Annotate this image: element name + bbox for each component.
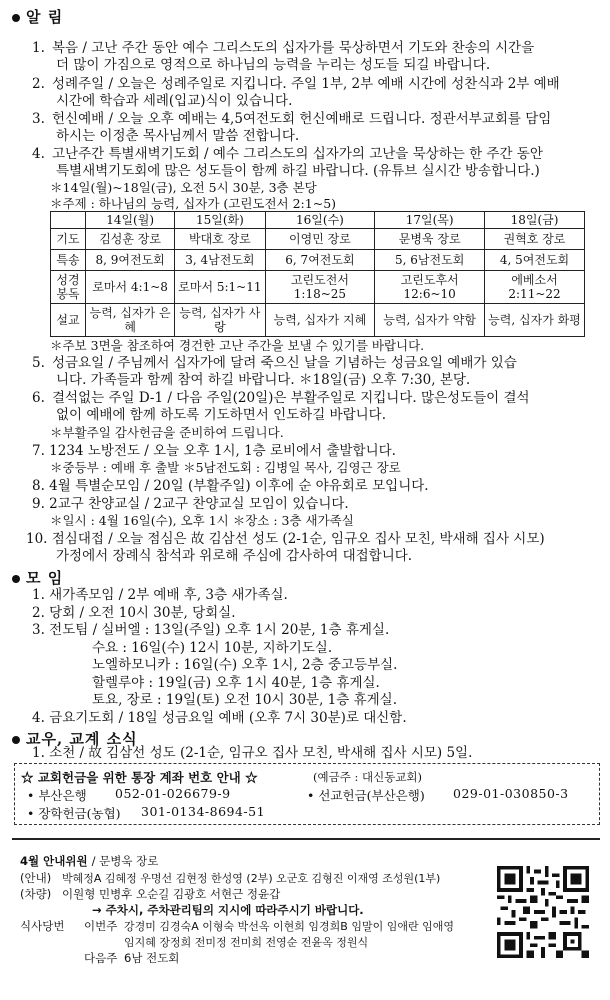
notice-item-4-cont: 특별새벽기도회에 많은 성도들이 함께 하길 바랍니다. (유튜브 실시간 방송합니다.) xyxy=(56,163,540,179)
notice-item-2: 2. 성례주일 / 오늘은 성례주일로 지킵니다. 주일 1부, 2부 예배 시간에 성찬식과 2부 예배 xyxy=(32,76,560,92)
meal-names-1: 강경미 김경숙A 이형숙 박선옥 이현희 임경희B 임말이 임애란 임애영 xyxy=(124,920,454,933)
day-header: 14일(월) xyxy=(86,212,175,229)
meeting-subitem: 노엘하모니카 : 16일(수) 오후 1시, 2층 중고등부실. xyxy=(92,657,398,673)
notice-item-6: 6. 결석없는 주일 D-1 / 다음 주일(20일)은 부활주일로 지킵니다. 많은성도들이 결석 xyxy=(32,390,530,406)
notice-item-5-cont: 니다. 가족들과 함께 참여 하길 바랍니다. ＊18일(금) 오후 7:30, 본당. xyxy=(56,372,471,388)
bank-holder: (예금주 : 대신동교회) xyxy=(313,770,423,784)
notice-item-1-cont: 더 많이 가짐으로 영적으로 하나님의 능력을 누리는 성도들 되길 바랍니다. xyxy=(56,57,491,73)
bank-mission-number: 029-01-030850-3 xyxy=(453,786,569,801)
bank-busan-number: 052-01-026679-9 xyxy=(115,786,231,801)
meeting-item: 3. 전도팀 / 실버엘 : 13일(주일) 오후 1시 20분, 1층 휴게실. xyxy=(32,622,390,638)
day-header: 17일(목) xyxy=(375,212,485,229)
bank-scholar-label: • 장학헌금(농협) xyxy=(27,806,121,821)
day-header: 18일(금) xyxy=(485,212,585,229)
notice-item-10-cont: 가정에서 장례식 참석과 위로해 주심에 감사하여 대접합니다. xyxy=(56,548,413,564)
parking-names: 이원형 민병후 오순길 김광호 서현근 정윤갑 xyxy=(62,887,281,901)
meal-names-2: 임지혜 장정희 전미정 전미희 전영순 전윤옥 정원식 xyxy=(124,936,369,949)
notice-item-10: 10. 점심대접 / 오늘 점심은 故 김삼선 성도 (2-1순, 임규오 집사 모친, 박새해 집사 시모) xyxy=(26,531,545,547)
notice-item-9: 9. 2교구 찬양교실 / 2교구 찬양교실 모임이 있습니다. xyxy=(32,496,349,512)
meeting-subitem: 수요 : 16일(수) 12시 10분, 지하기도실. xyxy=(92,640,333,656)
notice-item-1: 1. 복음 / 고난 주간 동안 예수 그리스도의 십자가를 묵상하면서 기도와 찬송의 시간을 xyxy=(32,40,535,56)
meetings-heading: 모 임 xyxy=(12,567,63,588)
notice-item-5: 5. 성금요일 / 주님께서 십자가에 달려 죽으신 날을 기념하는 성금요일 예배가 있습 xyxy=(32,355,517,371)
table-row: 특송 8, 9여전도회 3, 4남전도회 6, 7여전도회 5, 6남전도회 4, 5여전도회 xyxy=(51,250,585,271)
qr-code-icon[interactable] xyxy=(497,866,589,958)
table-row: 성경봉독 로마서 4:1~8 로마서 5:1~11 고린도전서 1:18~25 고린도후서 12:6~10 에베소서 2:11~22 xyxy=(51,271,585,304)
notice-item-7: 7. 1234 노방전도 / 오늘 오후 1시, 1층 로비에서 출발합니다. xyxy=(32,443,396,459)
notice-item-4: 4. 고난주간 특별새벽기도회 / 예수 그리스도의 십자가의 고난을 묵상하는 한 주간 동안 xyxy=(32,146,543,162)
bullet-icon xyxy=(12,575,20,583)
notice-item-7-sub: ＊중등부 : 예배 후 출발 ＊5남전도회 : 김병일 목사, 김영근 장로 xyxy=(50,460,401,475)
meal-next-label: 다음주 xyxy=(84,951,118,965)
notice-item-6-cont: 없이 예배에 함께 하도록 기도하면서 인도하길 바랍니다. xyxy=(56,407,386,423)
footer-divider xyxy=(12,838,600,840)
guide-label: (안내) xyxy=(20,871,52,885)
bullet-icon xyxy=(12,736,20,744)
bank-title: ☆ 교회헌금을 위한 통장 계좌 번호 안내 ☆ xyxy=(21,770,258,785)
easter-note: ＊부활주일 감사헌금을 준비하여 드립니다. xyxy=(50,425,284,440)
guide-title: 4월 안내위원 / 문병욱 장로 xyxy=(20,854,159,868)
meal-this-label: 이번주 xyxy=(84,919,118,933)
day-header: 16일(수) xyxy=(265,212,375,229)
notice-item-3-cont: 하시는 이정춘 목사님께서 말씀 전합니다. xyxy=(56,128,300,144)
notice-item-8: 8. 4월 특별순모임 / 20일 (부활주일) 이후에 순 야유회로 모입니다. xyxy=(32,478,429,494)
meeting-subitem: 할렐루야 : 19일(금) 오후 1시 40분, 1층 휴게실. xyxy=(92,675,380,691)
meeting-item: 4. 금요기도회 / 18일 성금요일 예배 (오후 7시 30분)로 대신함. xyxy=(32,710,407,726)
notice-item-2-cont: 시간에 학습과 세례(입교)식이 있습니다. xyxy=(56,93,293,109)
bullet-icon xyxy=(12,14,20,22)
schedule-note: ＊주보 3면을 참조하여 경건한 고난 주간을 보낼 수 있기를 바랍니다. xyxy=(50,338,425,353)
parking-note: → 주차시, 주차관리팀의 지시에 따라주시기 바랍니다. xyxy=(92,903,364,917)
guide-names: 박혜정A 김혜정 우명선 김현정 한성영 (2부) 오군호 김형진 이재영 조성원(1부) xyxy=(62,872,441,885)
parking-label: (차량) xyxy=(20,887,52,901)
bank-account-box xyxy=(14,763,600,825)
prayer-schedule-table xyxy=(50,211,585,337)
bank-mission-label: • 선교헌금(부산은행) xyxy=(307,788,425,803)
meeting-subitem: 토요, 장로 : 19일(토) 오전 10시 30분, 1층 휴게실. xyxy=(92,692,397,708)
meal-label: 식사당번 xyxy=(20,919,65,933)
bank-busan-label: • 부산은행 xyxy=(27,788,87,803)
notices-heading: 알 림 xyxy=(12,6,63,27)
meal-next: 6남 전도회 xyxy=(124,951,180,965)
fellowship-item: 1. 소천 / 故 김삼선 성도 (2-1순, 임규오 집사 모친, 박새해 집사 시모) 5일. xyxy=(32,745,473,761)
fellowship-heading: 교우, 교계 소식 xyxy=(12,728,138,749)
table-row: 기도 김성훈 장로 박대호 장로 이영민 장로 문병욱 장로 권혁호 장로 xyxy=(51,229,585,250)
notice-item-9-sub: ＊일시 : 4월 16일(수), 오후 1시 ＊장소 : 3층 새가족실 xyxy=(50,513,354,528)
bank-scholar-number: 301-0134-8694-51 xyxy=(141,804,266,819)
prayer-theme: ＊주제 : 하나님의 능력, 십자가 (고린도전서 2:1~5) xyxy=(50,196,337,211)
meeting-item: 2. 당회 / 오전 10시 30분, 당회실. xyxy=(32,605,236,621)
prayer-time: ＊14일(월)~18일(금), 오전 5시 30분, 3층 본당 xyxy=(50,180,317,195)
notice-item-3: 3. 헌신예배 / 오늘 오후 예배는 4,5여전도회 헌신예배로 드립니다. 정관서부교회를 담임 xyxy=(32,111,552,127)
meeting-item: 1. 새가족모임 / 2부 예배 후, 3층 새가족실. xyxy=(32,587,288,603)
table-header-row xyxy=(51,212,585,229)
day-header: 15일(화) xyxy=(175,212,265,229)
table-row: 설교 능력, 십자가 은혜 능력, 십자가 사랑 능력, 십자가 지혜 능력, 십자가 약함 능력, 십자가 화평 xyxy=(51,304,585,337)
